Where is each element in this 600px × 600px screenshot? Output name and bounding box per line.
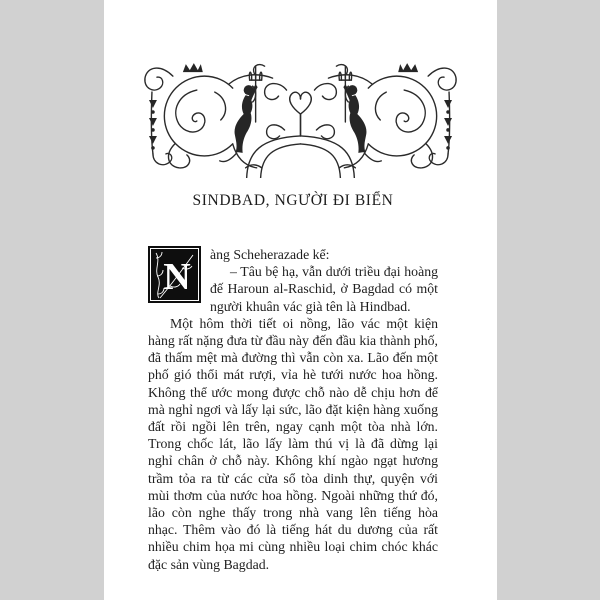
drop-cap-letter: N (163, 256, 191, 298)
book-page (104, 0, 497, 600)
dialog-line: – Tâu bệ hạ, vẫn dưới triều đại hoàng đế Haroun al-Raschid, ở Bagdad có một người khuân vác già tên là Hindbad. (210, 264, 438, 314)
first-paragraph-text (210, 246, 438, 315)
paragraph: Một hôm thời tiết oi nồng, lão vác một kiện hàng rất nặng đưa từ đầu này đến đầu kia thành phố, đã thấm mệt mà đường thì vẫn còn xa. Lão đến một phố gió thổi mát rượi, vỉa hè tưới nước hoa hồng. Không thể ước mong được chỗ nào dễ chịu hơn để mà nghỉ ngơi và lấy lại sức, lão đặt kiện hàng xuống đất rồi ngồi lên trên, ngay cạnh một tòa nhà lớn. Trong chốc lát, lão lấy làm thú vị là đã dừng lại nghỉ chân ở chỗ này. Không khí ngào ngạt hương trầm tỏa ra từ các cửa sổ tòa dinh thự, quyện với mùi thơm của nước hoa hồng. Ngoài những thứ đó, lão còn nghe thấy trong nhà vang lên tiếng hòa nhạc. Thêm vào đó là tiếng hát du dương của rất nhiều chim họa mi cùng nhiều loại chim chóc khác đặc sản vùng Bagdad. (148, 315, 438, 572)
drop-cap (148, 246, 201, 303)
opening-line: àng Scheherazade kể: (210, 247, 330, 262)
chapter-title: SINDBAD, NGƯỜI ĐI BIỂN (192, 192, 394, 209)
opening-paragraph (148, 246, 438, 315)
chapter-headpiece-ornament (137, 60, 464, 178)
body-text (148, 246, 438, 573)
